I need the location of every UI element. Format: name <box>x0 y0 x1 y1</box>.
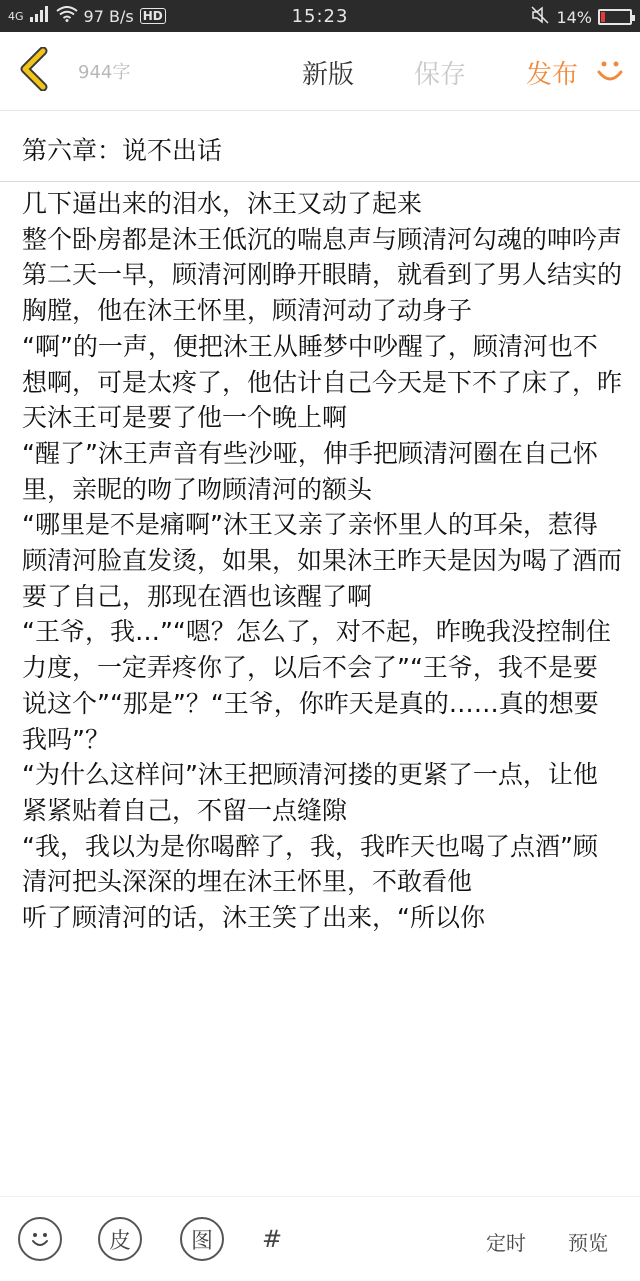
mute-icon <box>530 6 550 28</box>
save-button[interactable]: 保存 <box>414 60 467 90</box>
paragraph: 听了顾清河的话，沐王笑了出来，“所以你 <box>22 903 485 933</box>
paragraph: 几下逼出来的泪水，沐王又动了起来 <box>22 189 423 218</box>
hashtag-button[interactable]: # <box>262 1225 283 1253</box>
paragraph: “哪里是不是痛啊”沐王又亲了亲怀里人的耳朵，惹得顾清河脸直发烫，如果，如果沐王昨天是因为喝了酒而要了自己，那现在酒也该醒了啊 <box>22 510 622 611</box>
word-count: 944字 <box>78 62 131 83</box>
back-button[interactable] <box>14 46 54 92</box>
publish-button[interactable]: 发布 <box>526 60 579 90</box>
image-label: 图 <box>190 1228 213 1254</box>
emoji-button[interactable] <box>18 1217 62 1261</box>
paragraph: 第二天一早，顾清河刚睁开眼睛，就看到了男人结实的胸膛，他在沐王怀里，顾清河动了动身子 <box>22 260 622 326</box>
smile-icon[interactable] <box>594 54 626 86</box>
status-right <box>530 6 632 28</box>
paragraph: “醒了”沐王声音有些沙哑，伸手把顾清河圈在自己怀里，亲昵的吻了吻顾清河的额头 <box>22 438 598 504</box>
bottom-toolbar <box>0 1196 640 1281</box>
paragraph: 整个卧房都是沐王低沉的喘息声与顾清河勾魂的呻吟声 <box>22 224 622 254</box>
net-speed: 97 B/s <box>83 6 134 26</box>
emoji-icon <box>26 1225 54 1253</box>
image-button[interactable] <box>180 1217 224 1261</box>
paragraph: “我，我以为是你喝醉了，我，我昨天也喝了点酒”顾清河把头深深的埋在沐王怀里，不敢看他 <box>22 831 598 897</box>
hd-icon: HD <box>140 8 166 24</box>
status-bar <box>0 0 640 32</box>
paragraph: “王爷，我…”“嗯？怎么了，对不起，昨晚我没控制住力度，一定弄疼你了，以后不会了”“王爷，我不是要说这个”“那是”？“王爷，你昨天是真的……真的想要我吗”？ <box>22 617 611 754</box>
scheduled-publish-button[interactable]: 定时 <box>486 1231 526 1255</box>
battery-level <box>601 12 605 22</box>
chapter-title-field[interactable] <box>0 111 640 182</box>
battery-percent: 14% <box>556 7 592 27</box>
preview-button[interactable]: 预览 <box>568 1231 608 1255</box>
paragraph: “为什么这样问”沐王把顾清河搂的更紧了一点，让他紧紧贴着自己，不留一点缝隙 <box>22 760 598 825</box>
status-time: 15:23 <box>291 6 349 27</box>
chevron-left-icon <box>19 47 49 91</box>
chapter-title: 第六章：说不出话 <box>22 136 223 165</box>
editor-toolbar <box>0 32 640 111</box>
new-version-button[interactable]: 新版 <box>302 60 355 90</box>
chapter-content-editor[interactable] <box>22 186 622 1196</box>
signal-icon: 4G <box>8 9 24 23</box>
skin-button[interactable] <box>98 1217 142 1261</box>
battery-icon <box>598 9 632 25</box>
skin-label: 皮 <box>108 1228 131 1254</box>
paragraph: “啊”的一声，便把沐王从睡梦中吵醒了，顾清河也不想啊，可是太疼了，他估计自己今天是下不了床了，昨天沐王可是要了他一个晚上啊 <box>22 331 622 433</box>
